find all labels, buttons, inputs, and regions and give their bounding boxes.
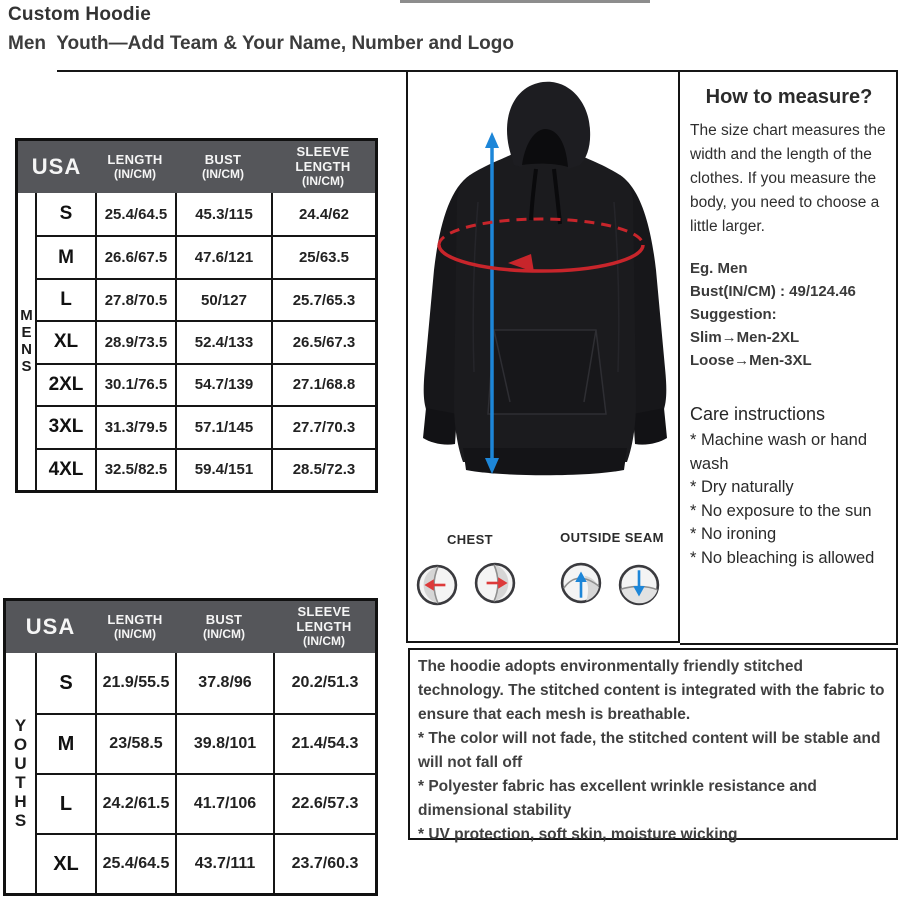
table-cell: 50/127: [175, 278, 271, 320]
seam-arrow-up-icon: [560, 562, 602, 604]
page-subtitle: Men Youth—Add Team & Your Name, Number and Logo: [8, 33, 514, 54]
table-cell: 25.4/64.5: [95, 193, 175, 235]
page-title: Custom Hoodie: [8, 4, 151, 25]
table-cell: 20.2/51.3: [273, 653, 375, 713]
table-cell: L: [35, 278, 95, 320]
example-bust: Bust(IN/CM) : 49/124.46: [690, 283, 856, 300]
youths-table-body: [6, 653, 375, 893]
column-header-usa: USA: [31, 154, 82, 179]
table-cell: 39.8/101: [175, 713, 273, 773]
chest-arrow-right-icon: [474, 562, 516, 604]
care-instructions-heading: Care instructions: [690, 404, 826, 424]
care-item: * Machine wash or hand wash: [690, 431, 868, 473]
youths-size-table: [3, 598, 378, 896]
column-header-bust: BUST (IN/CM): [202, 151, 244, 181]
top-edge-artifact: [400, 0, 650, 3]
care-instructions-list: [690, 429, 888, 570]
column-header-sleeve: SLEEVE LENGTH (IN/CM): [296, 604, 352, 649]
description-point: * UV protection, soft skin, moisture wicking: [418, 826, 738, 843]
youths-group-label: Y O U T H S: [13, 716, 28, 830]
table-cell: 3XL: [35, 405, 95, 447]
column-header-length: LENGTH (IN/CM): [107, 611, 163, 641]
table-cell: 26.6/67.5: [95, 235, 175, 277]
hoodie-photo-panel: [406, 72, 680, 643]
table-cell: 54.7/139: [175, 363, 271, 405]
chest-arrow-left-icon: [416, 564, 458, 606]
table-cell: 37.8/96: [175, 653, 273, 713]
table-cell: 57.1/145: [175, 405, 271, 447]
youths-table-header: [6, 601, 375, 653]
mens-group-label: M E N S: [20, 307, 33, 376]
suggestion-label: Suggestion:: [690, 306, 777, 323]
care-item: * No exposure to the sun: [690, 501, 872, 520]
table-cell: 47.6/121: [175, 235, 271, 277]
table-cell: 24.2/61.5: [95, 773, 175, 833]
table-cell: 24.4/62: [271, 193, 375, 235]
column-header-length: LENGTH (IN/CM): [107, 151, 163, 181]
table-cell: 21.4/54.3: [273, 713, 375, 773]
chest-label: CHEST: [446, 532, 494, 547]
table-cell: 23.7/60.3: [273, 833, 375, 893]
table-cell: 25.7/65.3: [271, 278, 375, 320]
suggestion-slim: Slim→Men-2XL: [690, 329, 800, 346]
product-description-box: [408, 648, 898, 843]
table-cell: 41.7/106: [175, 773, 273, 833]
table-cell: 27.7/70.3: [271, 405, 375, 447]
table-cell: 52.4/133: [175, 320, 271, 362]
table-cell: M: [35, 235, 95, 277]
table-cell: 27.8/70.5: [95, 278, 175, 320]
table-cell: 26.5/67.3: [271, 320, 375, 362]
table-cell: 23/58.5: [95, 713, 175, 773]
table-cell: 21.9/55.5: [95, 653, 175, 713]
how-to-measure-heading: How to measure?: [705, 86, 873, 108]
table-cell: M: [35, 713, 95, 773]
table-cell: XL: [35, 833, 95, 893]
mens-size-table: [15, 138, 378, 493]
table-cell: 25/63.5: [271, 235, 375, 277]
column-header-bust: BUST (IN/CM): [203, 611, 245, 641]
description-point: * Polyester fabric has excellent wrinkle resistance and dimensional stability: [418, 778, 817, 819]
table-cell: XL: [35, 320, 95, 362]
table-cell: 43.7/111: [175, 833, 273, 893]
table-cell: 45.3/115: [175, 193, 271, 235]
table-cell: 59.4/151: [175, 448, 271, 490]
how-to-measure-panel: [680, 72, 898, 645]
seam-arrow-down-icon: [618, 564, 660, 606]
table-cell: L: [35, 773, 95, 833]
suggestion-loose: Loose→Men-3XL: [690, 352, 812, 369]
example-title: Eg. Men: [690, 260, 748, 277]
care-item: * No ironing: [690, 525, 777, 543]
column-header-usa: USA: [25, 614, 76, 639]
table-cell: S: [35, 193, 95, 235]
table-cell: 27.1/68.8: [271, 363, 375, 405]
column-header-sleeve: SLEEVE LENGTH (IN/CM): [295, 144, 351, 189]
table-cell: 28.9/73.5: [95, 320, 175, 362]
size-example-block: [690, 257, 888, 372]
table-cell: 2XL: [35, 363, 95, 405]
description-intro: The hoodie adopts environmentally friendly stitched technology. The stitched content is integrated with the fabric to ensure that each mesh is breathable.: [418, 658, 885, 723]
outside-seam-label: OUTSIDE SEAM: [560, 530, 664, 545]
mens-table-header: [18, 141, 375, 193]
table-cell: S: [35, 653, 95, 713]
hoodie-illustration: [408, 72, 678, 517]
table-cell: 22.6/57.3: [273, 773, 375, 833]
table-cell: 4XL: [35, 448, 95, 490]
care-item: * No bleaching is allowed: [690, 548, 875, 567]
care-item: * Dry naturally: [690, 478, 794, 496]
table-cell: 30.1/76.5: [95, 363, 175, 405]
table-cell: 28.5/72.3: [271, 448, 375, 490]
description-point: * The color will not fade, the stitched content will be stable and will not fall off: [418, 730, 881, 771]
how-to-measure-text: The size chart measures the width and the length of the clothes. If you measure the body, you need to choose a little larger.: [690, 122, 886, 235]
table-cell: 25.4/64.5: [95, 833, 175, 893]
mens-table-body: [18, 193, 375, 490]
table-cell: 32.5/82.5: [95, 448, 175, 490]
table-cell: 31.3/79.5: [95, 405, 175, 447]
